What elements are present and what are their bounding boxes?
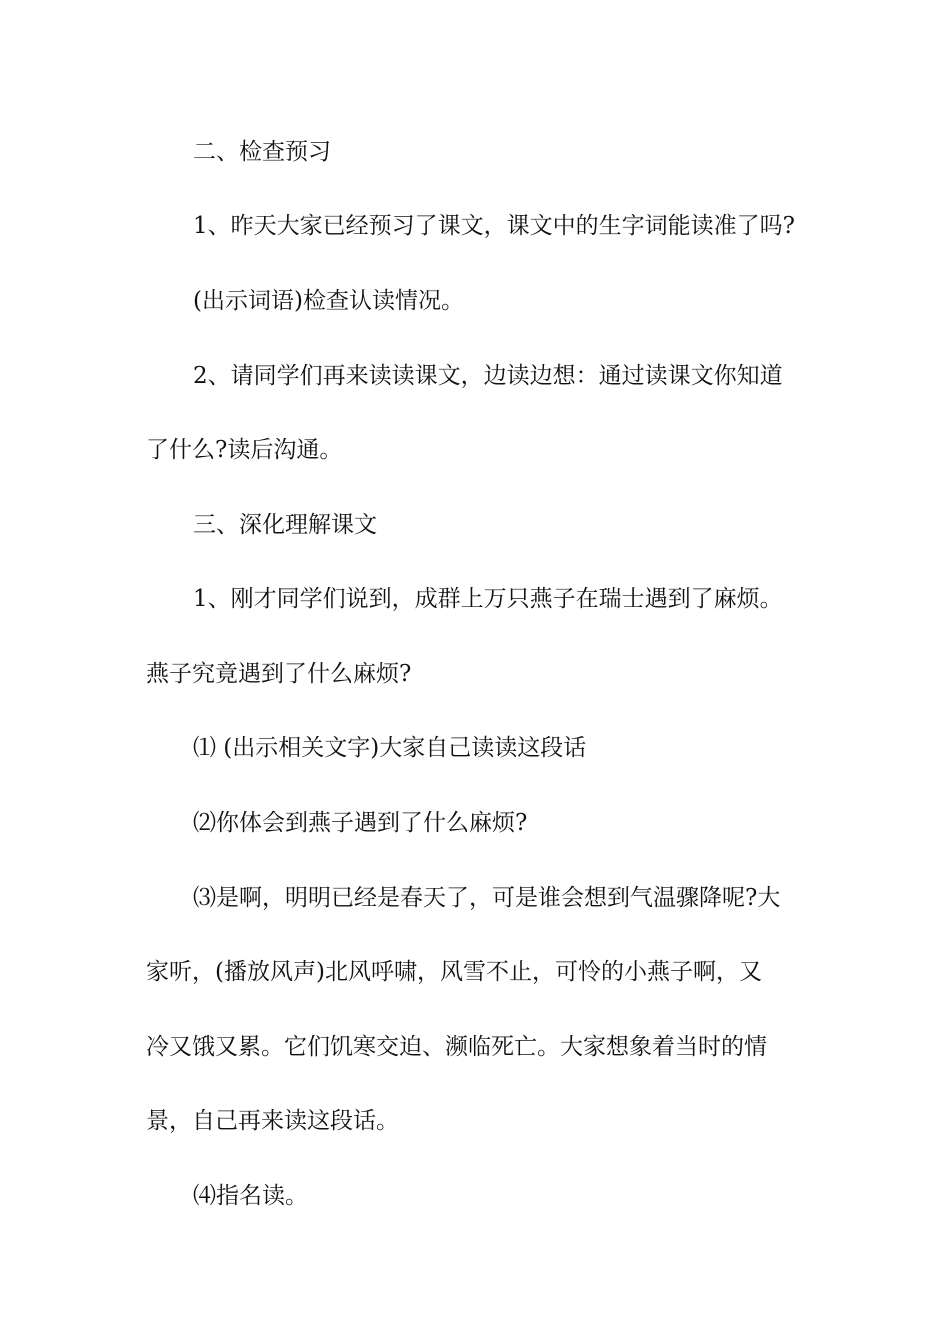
paragraph-line: 燕子究竟遇到了什么麻烦? <box>146 661 412 687</box>
paragraph-line: 1、刚才同学们说到，成群上万只燕子在瑞士遇到了麻烦。 <box>193 586 783 612</box>
paragraph-line: 景，自己再来读这段话。 <box>146 1108 399 1134</box>
paragraph-line: 1、昨天大家已经预习了课文，课文中的生字词能读准了吗? <box>193 213 795 239</box>
paragraph-line: 冷又饿又累。它们饥寒交迫、濒临死亡。大家想象着当时的情 <box>146 1034 767 1060</box>
paragraph-line: 家听，(播放风声)北风呼啸，风雪不止，可怜的小燕子啊，又 <box>146 959 762 985</box>
paragraph-line: ⑶是啊，明明已经是春天了，可是谁会想到气温骤降呢?大 <box>193 885 781 911</box>
paragraph-line: (出示词语)检查认读情况。 <box>193 288 464 314</box>
paragraph-line: ⑷指名读。 <box>193 1183 308 1209</box>
section-heading-check-preview: 二、检查预习 <box>193 139 331 165</box>
paragraph-line: ⑴ (出示相关文字)大家自己读读这段话 <box>193 735 587 761</box>
paragraph-line: 了什么?读后沟通。 <box>146 437 343 463</box>
paragraph-line: 2、请同学们再来读读课文，边读边想：通过读课文你知道 <box>193 363 783 389</box>
section-heading-deepen-understanding: 三、深化理解课文 <box>193 512 377 538</box>
paragraph-line: ⑵你体会到燕子遇到了什么麻烦? <box>193 810 528 836</box>
